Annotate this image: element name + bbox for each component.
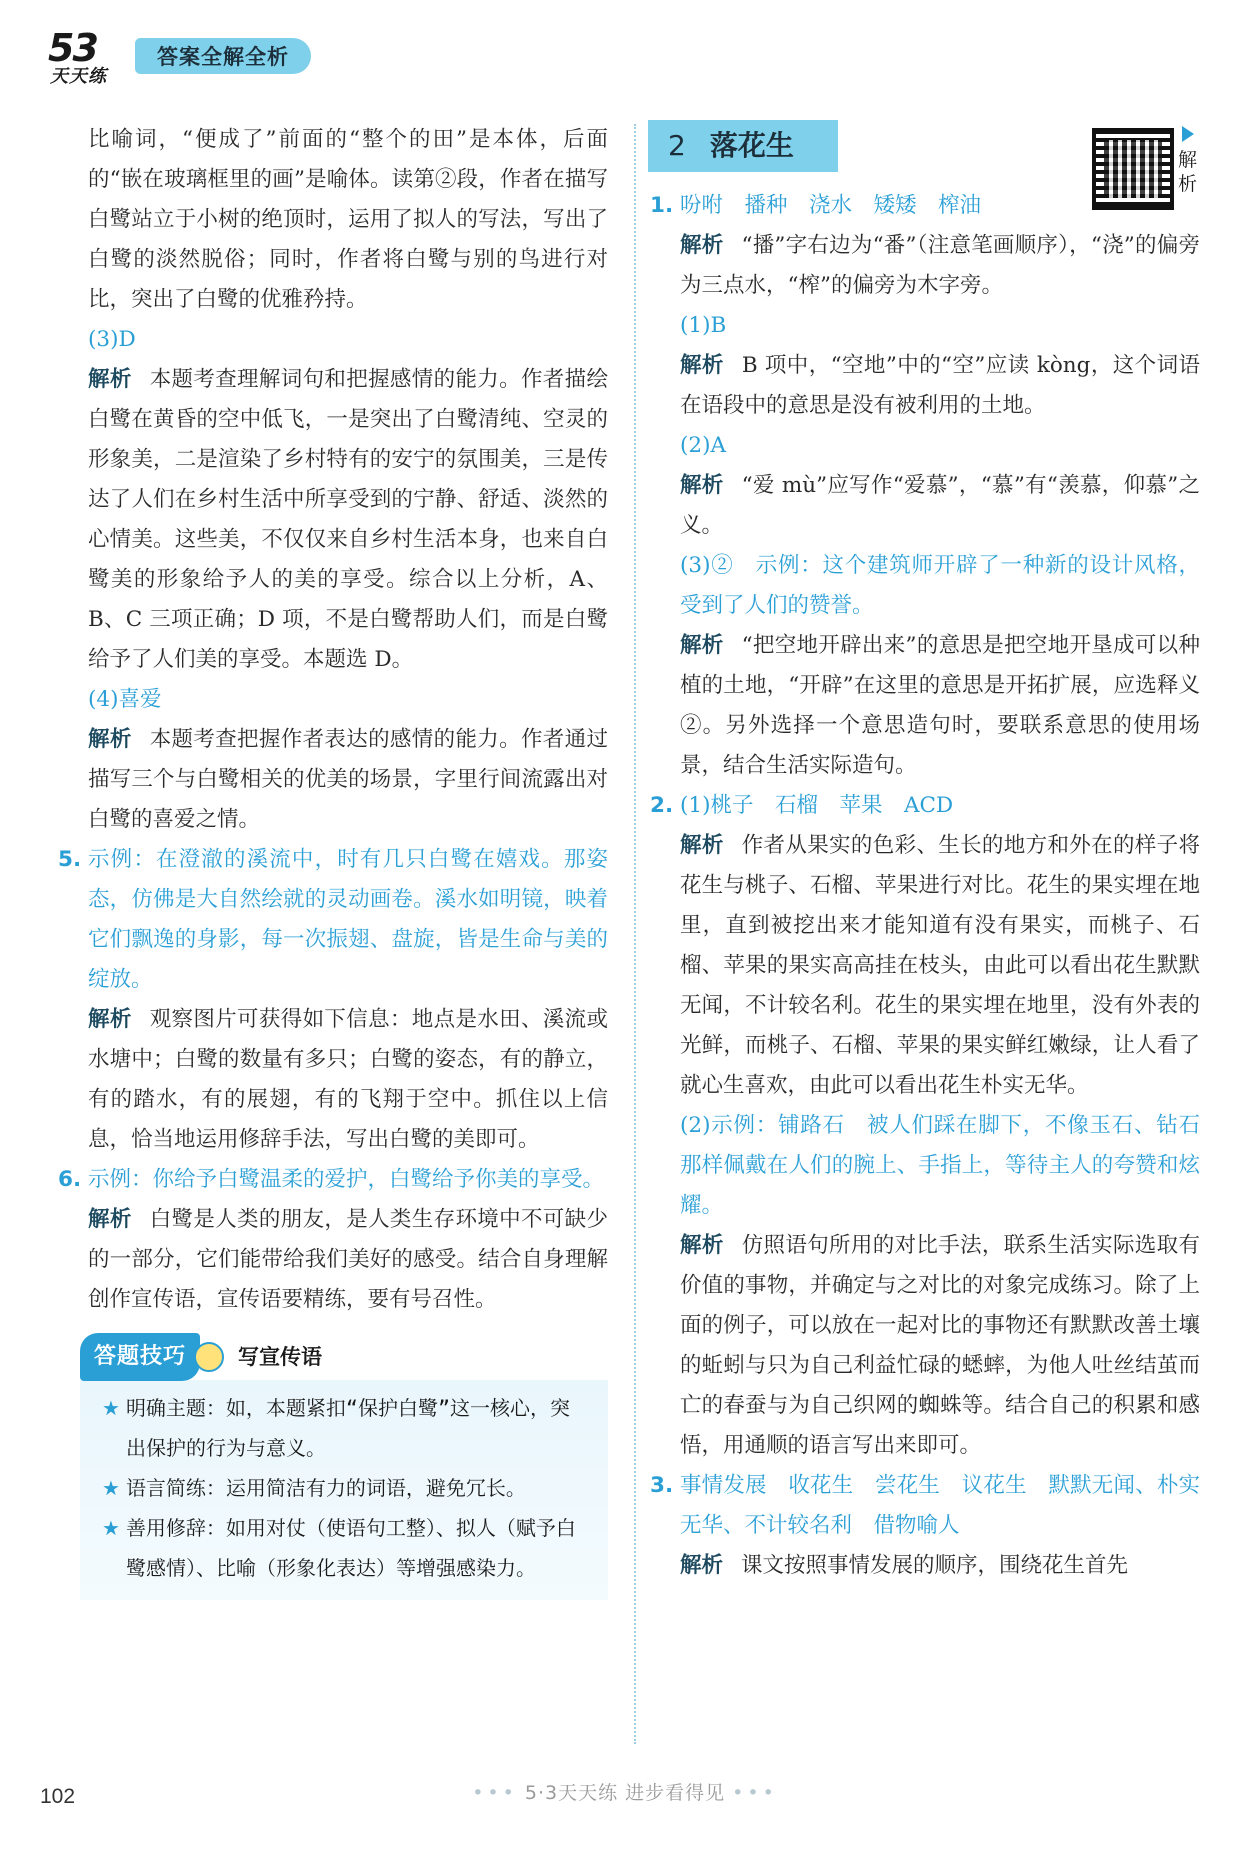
analysis-label: 解析 bbox=[680, 633, 724, 658]
answer-5 bbox=[58, 840, 608, 1000]
tip-item bbox=[102, 1468, 586, 1508]
analysis-text: 观察图片可获得如下信息：地点是水田、溪流或水塘中；白鹭的数量有多只；白鹭的姿态，有的静立，有的踏水，有的展翅，有的飞翔于空中。抓住以上信息，恰当地运用修辞手法，写出白鹭的美即可。 bbox=[88, 1007, 608, 1152]
answer-text: 示例：在澄澈的溪流中，时有几只白鹭在嬉戏。那姿态，仿佛是大自然绘就的灵动画卷。溪水如明镜，映着它们飘逸的身影，每一次振翅、盘旋，皆是生命与美的绽放。 bbox=[88, 847, 608, 992]
question-number: 5. bbox=[58, 847, 82, 872]
lightbulb-icon bbox=[194, 1342, 224, 1372]
column-divider bbox=[634, 124, 636, 1744]
analysis bbox=[88, 1200, 608, 1320]
analysis bbox=[680, 1226, 1200, 1466]
page-header bbox=[40, 22, 440, 92]
answer-text: 吩咐 播种 浇水 矮矮 榨油 bbox=[680, 193, 982, 218]
tip-badge: 答题技巧 bbox=[80, 1333, 200, 1381]
analysis bbox=[680, 1546, 1200, 1586]
analysis-label: 解析 bbox=[680, 353, 724, 378]
lesson-title-bar bbox=[648, 120, 838, 172]
answer-text: 事情发展 收花生 尝花生 议花生 默默无闻、朴实无华、不计较名利 借物喻人 bbox=[680, 1473, 1200, 1538]
analysis-label: 解析 bbox=[88, 727, 132, 752]
tip-title: 写宣传语 bbox=[238, 1345, 323, 1369]
analysis-text: B 项中，“空地”中的“空”应读 kòng，这个词语在语段中的意思是没有被利用的土地。 bbox=[680, 353, 1200, 418]
qr-label-text: 解析 bbox=[1178, 149, 1198, 195]
analysis bbox=[88, 360, 608, 680]
tip-text: 语言简练：运用简洁有力的词语，避免冗长。 bbox=[125, 1476, 526, 1500]
footer-dots-right: ••• bbox=[732, 1782, 778, 1804]
answer: (1)B bbox=[680, 313, 727, 338]
analysis-label: 解析 bbox=[680, 1233, 724, 1258]
page-number: 102 bbox=[40, 1785, 76, 1808]
answer: (3)② 示例：这个建筑师开辟了一种新的设计风格，受到了人们的赞誉。 bbox=[680, 553, 1200, 618]
question-number: 6. bbox=[58, 1167, 82, 1192]
analysis-label: 解析 bbox=[88, 367, 132, 392]
page-footer bbox=[0, 1778, 1250, 1805]
tip-header bbox=[80, 1334, 608, 1380]
analysis bbox=[88, 720, 608, 840]
answer-1 bbox=[650, 186, 1200, 226]
star-icon: ★ bbox=[102, 1396, 120, 1420]
analysis bbox=[680, 346, 1200, 426]
analysis-text: “把空地开辟出来”的意思是把空地开垦成可以种植的土地，“开辟”在这里的意思是开拓扩展，应选释义②。另外选择一个意思造句时，要联系意思的使用场景，结合生活实际造句。 bbox=[680, 633, 1200, 778]
logo-number: 53 bbox=[48, 26, 97, 70]
right-column bbox=[650, 120, 1200, 1586]
analysis-text: 作者从果实的色彩、生长的地方和外在的样子将花生与桃子、石榴、苹果进行对比。花生的果实埋在地里，直到被挖出来才能知道有没有果实，而桃子、石榴、苹果的果实高高挂在枝头，由此可以看出花生默默无闻，不计较名利。花生的果实埋在地里，没有外表的光鲜，而桃子、石榴、苹果的果实鲜红嫩绿，让人看了就心生喜欢，由此可以看出花生朴实无华。 bbox=[680, 833, 1200, 1098]
left-column bbox=[58, 120, 608, 1600]
answer: (4)喜爱 bbox=[88, 687, 162, 712]
analysis-label: 解析 bbox=[680, 1553, 724, 1578]
analysis-text: 仿照语句所用的对比手法，联系生活实际选取有价值的事物，并确定与之对比的对象完成练习。除了上面的例子，可以放在一起对比的事物还有默默改善土壤的蚯蚓与只为自己利益忙碌的蟋蟀，为他人吐丝结茧而亡的春蚕与为自己织网的蜘蛛等。结合自己的积累和感悟，用通顺的语言写出来即可。 bbox=[680, 1233, 1200, 1458]
analysis bbox=[680, 826, 1200, 1106]
question-number: 3. bbox=[650, 1473, 674, 1498]
analysis-text: 本题考查把握作者表达的感情的能力。作者通过描写三个与白鹭相关的优美的场景，字里行间流露出对白鹭的喜爱之情。 bbox=[88, 727, 608, 832]
question-number: 2. bbox=[650, 793, 674, 818]
star-icon: ★ bbox=[102, 1516, 120, 1540]
analysis-text: “爱 mù”应写作“爱慕”，“慕”有“羡慕，仰慕”之义。 bbox=[680, 473, 1200, 538]
tip-body bbox=[80, 1380, 608, 1600]
tip-text: 明确主题：如，本题紧扣“保护白鹭”这一核心，突出保护的行为与意义。 bbox=[125, 1396, 571, 1460]
analysis-text: “播”字右边为“番”（注意笔画顺序），“浇”的偏旁为三点水，“榨”的偏旁为木字旁。 bbox=[680, 233, 1200, 298]
footer-dots-left: ••• bbox=[472, 1782, 518, 1804]
answer: (3)D bbox=[88, 327, 136, 352]
footer-slogan: 5·3天天练 进步看得见 bbox=[524, 1782, 726, 1804]
answer-text: 示例：你给予白鹭温柔的爱护，白鹭给予你美的享受。 bbox=[88, 1167, 605, 1192]
answer: (2)A bbox=[680, 433, 726, 458]
analysis bbox=[88, 1000, 608, 1160]
tip-item bbox=[102, 1508, 586, 1588]
analysis-label: 解析 bbox=[88, 1207, 132, 1232]
analysis-label: 解析 bbox=[680, 833, 724, 858]
answer-2 bbox=[650, 786, 1200, 826]
tip-text: 善用修辞：如用对仗（使语句工整）、拟人（赋予白鹭感情）、比喻（形象化表达）等增强感染力。 bbox=[125, 1516, 576, 1580]
lesson-title: 落花生 bbox=[709, 129, 794, 162]
analysis-text: 课文按照事情发展的顺序，围绕花生首先 bbox=[741, 1553, 1129, 1578]
analysis bbox=[680, 626, 1200, 786]
answer-text: (1)桃子 石榴 苹果 ACD bbox=[680, 793, 954, 818]
analysis-label: 解析 bbox=[680, 233, 724, 258]
analysis-text: 本题考查理解词句和把握感情的能力。作者描绘白鹭在黄昏的空中低飞，一是突出了白鹭清纯、空灵的形象美，二是渲染了乡村特有的安宁的氛围美，三是传达了人们在乡村生活中所享受到的宁静、舒适、淡然的心情美。这些美，不仅仅来自乡村生活本身，也来自白鹭美的形象给予人的美的享受。综合以上分析，A、B、C 三项正确；D 项，不是白鹭帮助人们，而是白鹭给予了人们美的享受。本题选 D。 bbox=[88, 367, 608, 672]
section-label: 答案全解全析 bbox=[135, 38, 311, 74]
tip-item bbox=[102, 1388, 586, 1468]
logo-subtitle: 天天练 bbox=[50, 66, 107, 87]
analysis bbox=[680, 466, 1200, 546]
analysis-text: 白鹭是人类的朋友，是人类生存环境中不可缺少的一部分，它们能带给我们美好的感受。结合自身理解创作宣传语，宣传语要精练，要有号召性。 bbox=[88, 1207, 608, 1312]
answer-3 bbox=[650, 1466, 1200, 1546]
analysis-label: 解析 bbox=[680, 473, 724, 498]
tip-box bbox=[80, 1334, 608, 1600]
analysis-label: 解析 bbox=[88, 1007, 132, 1032]
answer: (2)示例：铺路石 被人们踩在脚下，不像玉石、钻石那样佩戴在人们的腕上、手指上，等待主人的夸赞和炫耀。 bbox=[680, 1113, 1200, 1218]
star-icon: ★ bbox=[102, 1476, 120, 1500]
answer-6 bbox=[58, 1160, 608, 1200]
question-number: 1. bbox=[650, 193, 674, 218]
paragraph: 比喻词，“便成了”前面的“整个的田”是本体，后面的“嵌在玻璃框里的画”是喻体。读第②段，作者在描写白鹭站立于小树的绝顶时，运用了拟人的写法，写出了白鹭的淡然脱俗；同时，作者将白鹭与别的鸟进行对比，突出了白鹭的优雅矜持。 bbox=[88, 127, 608, 312]
brand-logo bbox=[40, 26, 150, 86]
lesson-number: 2 bbox=[668, 129, 686, 162]
analysis bbox=[680, 226, 1200, 306]
